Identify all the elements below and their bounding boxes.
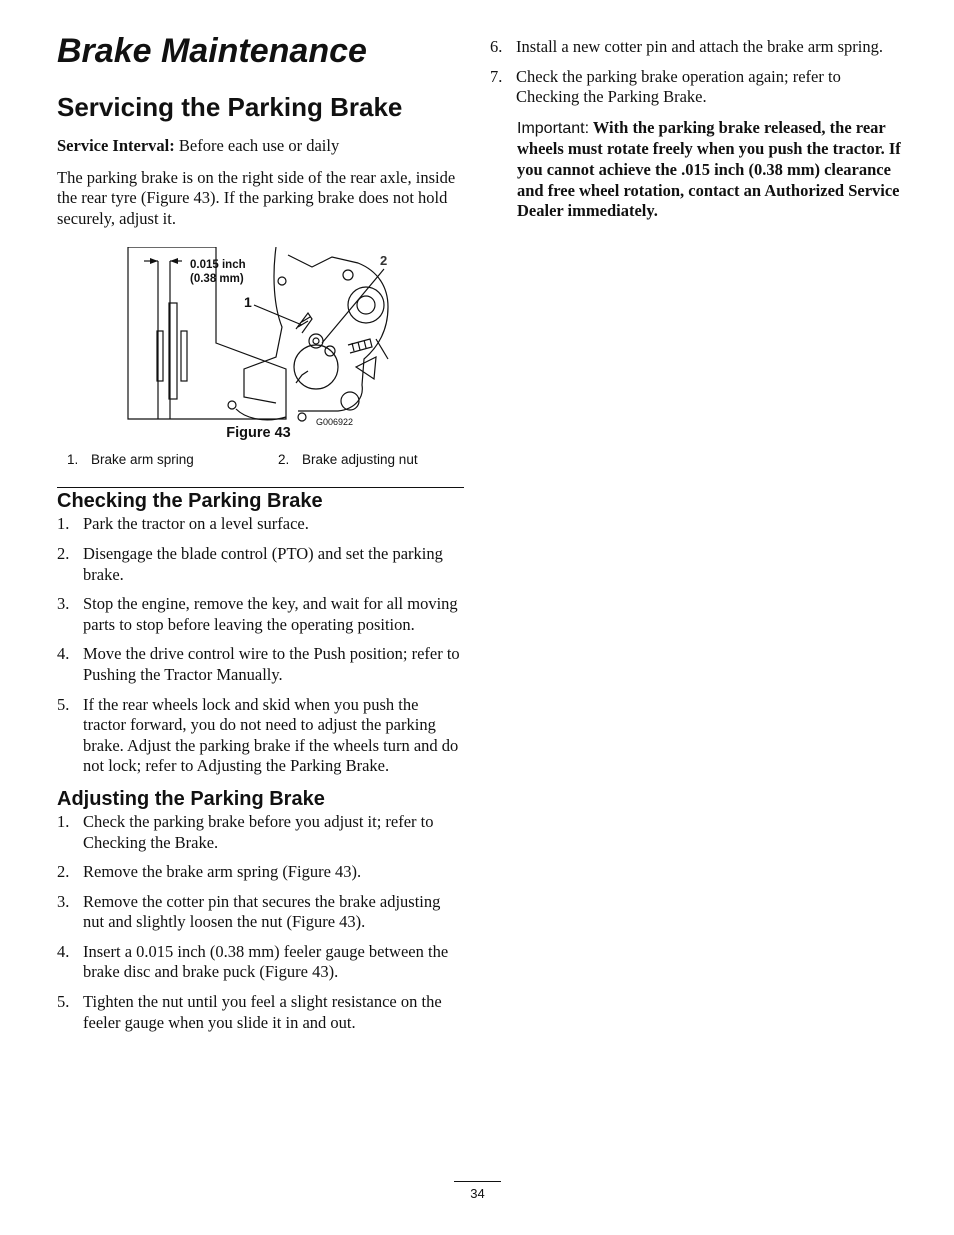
- list-item: 5. If the rear wheels lock and skid when you push the tractor forward, you do not need to adjust the parking brake. Adjust the parking brake if the wheels turn and do not lock; refer to Adjusting the Parking Brake.: [57, 694, 459, 776]
- gap-label-line1: 0.015 inch: [190, 259, 246, 272]
- figure-43: [57, 247, 464, 467]
- important-note: [517, 118, 902, 222]
- callout-1: 1: [244, 294, 252, 311]
- legend-item: 1. Brake arm spring: [67, 452, 194, 468]
- intro-paragraph: The parking brake is on the right side of the rear axle, inside the rear tyre (Figure 43). If the parking brake does not hold securely, adjust it.: [57, 167, 456, 228]
- service-interval: [57, 136, 464, 157]
- list-item: 3. Remove the cotter pin that secures the brake adjusting nut and slightly loosen the nut (Figure 43).: [57, 891, 441, 932]
- left-column: [57, 30, 464, 1042]
- brake-diagram: [126, 247, 396, 425]
- list-item: 5. Tighten the nut until you feel a slight resistance on the feeler gauge when you slide it in and out.: [57, 992, 442, 1032]
- adjusting-title: Adjusting the Parking Brake: [57, 787, 325, 810]
- important-text: With the parking brake released, the rear wheels must rotate freely when you push the tractor. If you cannot achieve the .015 inch (0.38 mm) clearance and free wheel rotation, contact an Authorized Service Dealer immediately.: [517, 117, 901, 221]
- chapter-title: Brake Maintenance: [57, 32, 367, 70]
- list-item: 7. Check the parking brake operation again; refer to Checking the Parking Brake.: [490, 66, 841, 107]
- checking-title: Checking the Parking Brake: [57, 490, 323, 513]
- callout-2: 2: [380, 253, 388, 269]
- list-item: 1. Check the parking brake before you adjust it; refer to Checking the Brake.: [57, 811, 434, 852]
- service-interval-value: Before each use or daily: [178, 136, 340, 155]
- list-item: 1. Park the tractor on a level surface.: [57, 514, 309, 534]
- list-item: 6. Install a new cotter pin and attach the brake arm spring.: [490, 37, 883, 56]
- adjusting-steps-continued: [490, 37, 902, 108]
- list-item: 4. Insert a 0.015 inch (0.38 mm) feeler gauge between the brake disc and brake puck (Figure 43).: [57, 941, 449, 982]
- checking-steps: [57, 514, 464, 777]
- figure-code: G006922: [316, 417, 354, 426]
- figure-legend: [57, 452, 464, 467]
- list-item: 4. Move the drive control wire to the Push position; refer to Pushing the Tractor Manually.: [57, 644, 460, 684]
- list-item: 3. Stop the engine, remove the key, and wait for all moving parts to stop before leaving the operating position.: [57, 594, 458, 634]
- page-number: 34: [454, 1181, 501, 1201]
- gap-label-line2: (0.38 mm): [190, 273, 244, 286]
- service-interval-label: Service Interval:: [57, 136, 175, 155]
- adjusting-steps: [57, 812, 464, 1033]
- figure-caption: Figure 43: [226, 425, 291, 442]
- section-title: Servicing the Parking Brake: [57, 92, 403, 122]
- list-item: 2. Remove the brake arm spring (Figure 43).: [57, 862, 362, 882]
- legend-item: 2. Brake adjusting nut: [278, 452, 418, 468]
- list-item: 2. Disengage the blade control (PTO) and set the parking brake.: [57, 543, 443, 584]
- right-column: [490, 37, 902, 222]
- important-label: Important:: [517, 119, 590, 137]
